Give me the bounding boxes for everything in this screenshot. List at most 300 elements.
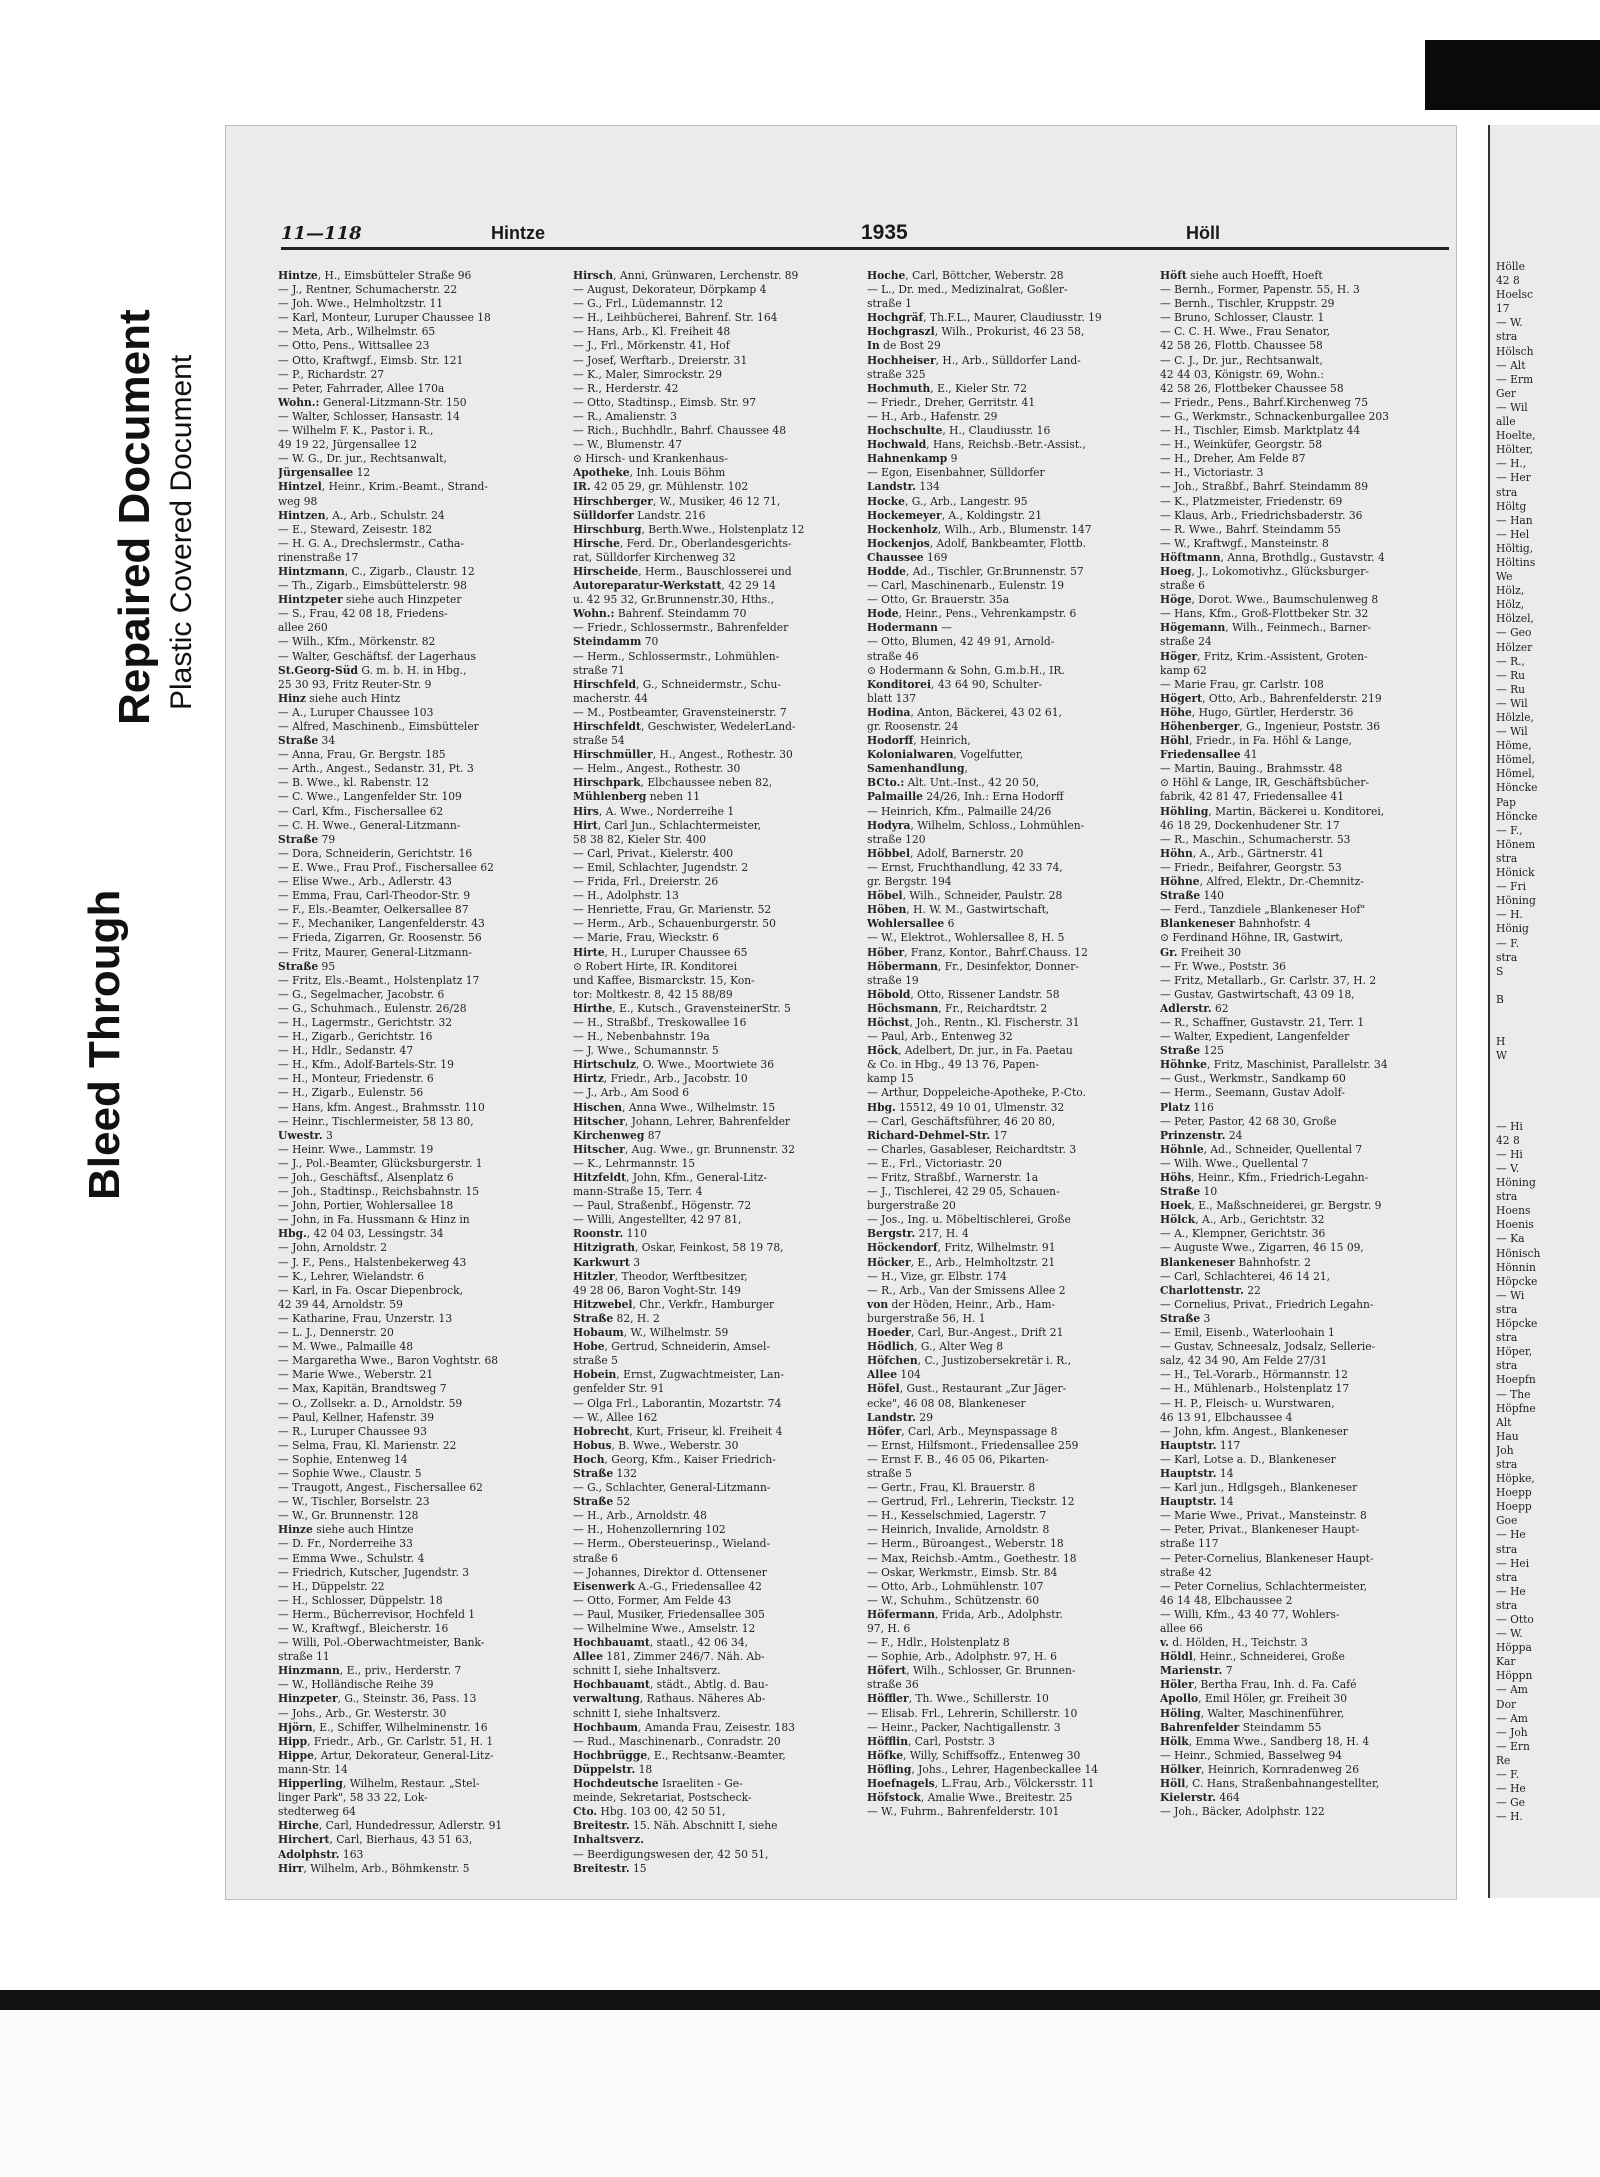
directory-entry-line: — Elise Wwe., Arb., Adlerstr. 43	[278, 875, 452, 889]
directory-entry-line: Höber, Franz, Kontor., Bahrf.Chauss. 12	[867, 945, 1088, 959]
adjacent-entry-line: Höning	[1496, 1176, 1536, 1190]
directory-entry-line: — Otto, Stadtinsp., Eimsb. Str. 97	[573, 395, 757, 409]
directory-entry-line: Landstr. 134	[867, 480, 940, 494]
directory-entry-line: Höhling, Martin, Bäckerei u. Konditorei,	[1160, 804, 1385, 818]
adjacent-entry-line: Hönick	[1496, 866, 1535, 880]
directory-entry-line: blatt 137	[867, 691, 917, 705]
directory-entry-line: — Bernh., Former, Papenstr. 55, H. 3	[1160, 283, 1360, 297]
directory-entry-line: Höfflin, Carl, Poststr. 3	[867, 1734, 995, 1748]
adjacent-entry-line: — Wi	[1496, 1288, 1525, 1302]
adjacent-entry-line: Hölzer	[1496, 640, 1533, 654]
directory-entry-line: — Johannes, Direktor d. Ottensener	[573, 1565, 767, 1579]
directory-column-3	[867, 269, 1149, 1884]
adjacent-entry-line: — H.	[1496, 1810, 1523, 1824]
adjacent-entry-line: S	[1496, 964, 1504, 978]
directory-entry-line: Chaussee 169	[867, 550, 948, 564]
directory-entry-line: — H., Tel.-Vorarb., Hörmannstr. 12	[1160, 1368, 1348, 1382]
adjacent-entry-line: Hölsch	[1496, 344, 1534, 358]
directory-entry-line: — H., Vize, gr. Elbstr. 174	[867, 1269, 1007, 1283]
directory-entry-line: Hirschpark, Elbchaussee neben 82,	[573, 776, 773, 790]
bleed-through-label: Bleed Through	[80, 889, 129, 1200]
adjacent-entry-line: stra	[1496, 485, 1518, 499]
adjacent-entry-line: W	[1496, 1049, 1507, 1063]
directory-entry-line: St.Georg-Süd G. m. b. H. in Hbg.,	[278, 663, 467, 677]
directory-entry-line: — H., Leihbücherei, Bahrenf. Str. 164	[573, 311, 778, 325]
adjacent-entry-line: — He	[1496, 1782, 1526, 1796]
directory-entry-line: — R. Wwe., Bahrf. Steindamm 55	[1160, 522, 1341, 536]
directory-entry-line: — H., Zigarb., Gerichtstr. 16	[278, 1030, 433, 1044]
adjacent-entry-line: Höpcke	[1496, 1274, 1538, 1288]
directory-entry-line: — H., Arb., Arnoldstr. 48	[573, 1509, 707, 1523]
directory-page	[225, 125, 1457, 1900]
directory-entry-line: Inhaltsverz.	[573, 1833, 644, 1847]
directory-entry-line: Höhl, Friedr., in Fa. Höhl & Lange,	[1160, 734, 1352, 748]
directory-entry-line: — W., Schuhm., Schützenstr. 60	[867, 1593, 1039, 1607]
scan-bottom-margin	[0, 2010, 1600, 2177]
directory-entry-line: Höfermann, Frida, Arb., Adolphstr.	[867, 1607, 1063, 1621]
adjacent-entry-line: Hoelsc	[1496, 288, 1533, 302]
adjacent-entry-line: Höncke	[1496, 809, 1538, 823]
directory-entry-line: Hölck, A., Arb., Gerichtstr. 32	[1160, 1213, 1325, 1227]
directory-entry-line: Höck, Adelbert, Dr. jur., in Fa. Paetau	[867, 1044, 1073, 1058]
adjacent-entry-line: — H.	[1496, 908, 1523, 922]
directory-entry-line: Hauptstr. 14	[1160, 1495, 1234, 1509]
adjacent-entry-line: Pap	[1496, 795, 1516, 809]
directory-entry-line: — Herm., Obersteuerinsp., Wieland-	[573, 1537, 771, 1551]
directory-entry-line: — Meta, Arb., Wilhelmstr. 65	[278, 325, 436, 339]
scan-dark-band	[1425, 40, 1600, 110]
adjacent-entry-line: Höpfne	[1496, 1401, 1536, 1415]
directory-entry-line: — E., Steward, Zeisestr. 182	[278, 522, 433, 536]
adjacent-entry-line: — Otto	[1496, 1613, 1534, 1626]
directory-entry-line: — Heinrich, Invalide, Arnoldstr. 8	[867, 1523, 1050, 1537]
directory-entry-line: — Cornelius, Privat., Friedrich Legahn-	[1160, 1297, 1374, 1311]
directory-entry-line: — Henriette, Frau, Gr. Marienstr. 52	[573, 903, 772, 917]
adjacent-entry-line: Höpcke	[1496, 1317, 1538, 1331]
directory-entry-line: — Emma Wwe., Schulstr. 4	[278, 1551, 425, 1565]
directory-entry-line: — Martin, Bauing., Brahmsstr. 48	[1160, 762, 1343, 776]
directory-entry-line: Hocke, G., Arb., Langestr. 95	[867, 494, 1028, 508]
directory-entry-line: Hirscheide, Herm., Bauschlosserei und	[573, 564, 792, 578]
directory-entry-line: — Herm., Arb., Schauenburgerstr. 50	[573, 917, 776, 931]
directory-entry-line: — Arth., Angest., Sedanstr. 31, Pt. 3	[278, 762, 474, 776]
directory-entry-line: — H., Arb., Hafenstr. 29	[867, 409, 998, 423]
directory-entry-line: Düppelstr. 18	[573, 1762, 653, 1776]
directory-entry-line: Hintzen, A., Arb., Schulstr. 24	[278, 508, 445, 522]
directory-entry-line: 42 44 03, Königstr. 69, Wohn.:	[1160, 367, 1325, 381]
directory-entry-line: Hbg., 42 04 03, Lessingstr. 34	[278, 1227, 444, 1241]
directory-entry-line: — Wilh. Wwe., Quellental 7	[1160, 1156, 1309, 1170]
adjacent-entry-line: — F.	[1496, 1768, 1520, 1782]
directory-entry-line: — Selma, Frau, Kl. Marienstr. 22	[278, 1438, 457, 1452]
directory-entry-line: Hode, Heinr., Pens., Vehrenkampstr. 6	[867, 607, 1077, 621]
directory-entry-line: Straße 52	[573, 1495, 631, 1509]
directory-entry-line: Höft siehe auch Hoefft, Hoeft	[1160, 269, 1323, 282]
directory-entry-line: — J., Pol.-Beamter, Glücksburgerstr. 1	[278, 1156, 483, 1170]
directory-entry-line: — C. J., Dr. jur., Rechtsanwalt,	[1160, 353, 1323, 367]
directory-entry-line: — Heinr., Tischlermeister, 58 13 80,	[278, 1114, 474, 1128]
directory-entry-line: Hoche, Carl, Böttcher, Weberstr. 28	[867, 269, 1064, 282]
directory-entry-line: — P., Richardstr. 27	[278, 367, 385, 381]
directory-entry-line: — Joh., Bäcker, Adolphstr. 122	[1160, 1805, 1325, 1819]
directory-entry-line: — Frieda, Zigarren, Gr. Roosenstr. 56	[278, 931, 482, 945]
directory-entry-line: — H. G. A., Drechslermstr., Catha-	[278, 536, 465, 550]
adjacent-entry-line: — H.,	[1496, 457, 1527, 471]
directory-entry-line: — Ferd., Tanzdiele „Blankeneser Hof"	[1160, 903, 1366, 917]
directory-entry-line: — Sophie, Arb., Adolphstr. 97, H. 6	[867, 1650, 1057, 1664]
scan-bottom-edge	[0, 1990, 1600, 2010]
directory-entry-line: Hirchert, Carl, Bierhaus, 43 51 63,	[278, 1833, 473, 1847]
directory-entry-line: — Hans, Kfm., Groß-Flottbeker Str. 32	[1160, 607, 1369, 621]
directory-entry-line: Höge, Dorot. Wwe., Baumschulenweg 8	[1160, 593, 1379, 607]
directory-entry-line: — Otto, Pens., Wittsallee 23	[278, 339, 430, 353]
directory-entry-line: Breitestr. 15. Näh. Abschnitt I, siehe	[573, 1819, 778, 1833]
directory-entry-line: — Otto, Blumen, 42 49 91, Arnold-	[867, 635, 1055, 649]
directory-entry-line: — J., Frl., Mörkenstr. 41, Hof	[573, 339, 730, 353]
adjacent-entry-line: — Ru	[1496, 668, 1526, 682]
adjacent-entry-line: Höning	[1496, 894, 1536, 908]
directory-entry-line: — Heinr. Wwe., Lammstr. 19	[278, 1142, 434, 1156]
directory-entry-line: — L. J., Dennerstr. 20	[278, 1326, 394, 1340]
directory-entry-line: — R., Luruper Chaussee 93	[278, 1424, 427, 1438]
directory-entry-line: — Peter, Pastor, 42 68 30, Große	[1160, 1114, 1337, 1128]
directory-entry-line: — H., Straßbf., Treskowallee 16	[573, 1015, 747, 1029]
directory-entry-line: Höfert, Wilh., Schlosser, Gr. Brunnen-	[867, 1664, 1076, 1678]
directory-entry-line: — R., Maschin., Schumacherstr. 53	[1160, 832, 1351, 846]
directory-entry-line: Hochmuth, E., Kieler Str. 72	[867, 381, 1028, 395]
directory-entry-line: — Elisab. Frl., Lehrerin, Schillerstr. 10	[867, 1706, 1078, 1720]
directory-entry-line: Hirschfeld, G., Schneidermstr., Schu-	[573, 677, 781, 691]
directory-entry-line: — Fritz, Maurer, General-Litzmann-	[278, 945, 473, 959]
directory-entry-line: Höling, Walter, Maschinenführer,	[1160, 1706, 1345, 1720]
directory-entry-line: Höchst, Joh., Rentn., Kl. Fischerstr. 31	[867, 1015, 1080, 1029]
directory-entry-line: Breitestr. 15	[573, 1861, 647, 1875]
directory-entry-line: — Paul, Kellner, Hafenstr. 39	[278, 1410, 435, 1424]
adjacent-entry-line: Höme,	[1496, 739, 1532, 753]
directory-entry-line: straße 5	[867, 1466, 912, 1480]
directory-entry-line: — Herm., Bücherrevisor, Hochfeld 1	[278, 1607, 476, 1621]
directory-entry-line: Höbbel, Adolf, Barnerstr. 20	[867, 846, 1024, 860]
adjacent-entry-line: — Wil	[1496, 696, 1528, 710]
adjacent-entry-line: — Joh	[1496, 1725, 1528, 1739]
directory-entry-line: Marienstr. 7	[1160, 1664, 1233, 1678]
adjacent-entry-line: — Ge	[1496, 1796, 1525, 1810]
adjacent-entry-line: — W.	[1496, 316, 1523, 330]
directory-entry-line: — Otto, Kraftwgf., Eimsb. Str. 121	[278, 353, 464, 367]
directory-entry-line: — Rich., Buchhdlr., Bahrf. Chaussee 48	[573, 424, 787, 438]
adjacent-entry-line	[1496, 1063, 1600, 1077]
adjacent-entry-line: Goe	[1496, 1514, 1518, 1528]
directory-entry-line: — Sophie Wwe., Claustr. 5	[278, 1466, 422, 1480]
directory-entry-line: tor: Moltkestr. 8, 42 15 88/89	[573, 987, 733, 1001]
directory-entry-line: — W., Kraftwgf., Bleicherstr. 16	[278, 1622, 449, 1635]
directory-entry-line: — Sophie, Entenweg 14	[278, 1452, 408, 1466]
adjacent-entry-line: Hönem	[1496, 837, 1536, 851]
directory-entry-line: Prinzenstr. 24	[1160, 1128, 1243, 1142]
directory-entry-line: — J. F., Pens., Halstenbekerweg 43	[278, 1255, 467, 1269]
directory-entry-line: — W., Gr. Brunnenstr. 128	[278, 1509, 419, 1523]
directory-entry-line: — S., Frau, 42 08 18, Friedens-	[278, 607, 448, 621]
directory-entry-line: straße 5	[573, 1354, 618, 1368]
adjacent-entry-line: stra	[1496, 851, 1518, 865]
directory-entry-line: mann-Straße 15, Terr. 4	[573, 1185, 703, 1199]
adjacent-entry-line: — F.,	[1496, 823, 1523, 837]
directory-entry-line: Höffler, Th. Wwe., Schillerstr. 10	[867, 1692, 1049, 1706]
directory-entry-line: — Joh., Straßbf., Bahrf. Steindamm 89	[1160, 480, 1369, 494]
adjacent-entry-line	[1496, 1077, 1600, 1091]
directory-entry-line: — Olga Frl., Laborantin, Mozartstr. 74	[573, 1396, 782, 1410]
directory-entry-line: — G., Schuhmach., Eulenstr. 26/28	[278, 1001, 467, 1015]
directory-entry-line: — Johs., Arb., Gr. Westerstr. 30	[278, 1706, 447, 1720]
directory-entry-line: Allee 181, Zimmer 246/7. Näh. Ab-	[573, 1650, 765, 1664]
directory-entry-line: Hoch, Georg, Kfm., Kaiser Friedrich-	[573, 1452, 776, 1466]
directory-entry-line: — J., Tischlerei, 42 29 05, Schauen-	[867, 1185, 1060, 1199]
directory-entry-line: straße 117	[1160, 1537, 1219, 1551]
plastic-covered-label: Plastic Covered Document	[165, 354, 198, 710]
directory-entry-line: — Willi, Angestellter, 42 97 81,	[573, 1213, 742, 1227]
directory-entry-line: Friedensallee 41	[1160, 748, 1258, 762]
directory-entry-line: straße 46	[867, 649, 919, 663]
directory-entry-line: — H., Monteur, Friedenstr. 6	[278, 1072, 434, 1086]
directory-entry-line: rinenstraße 17	[278, 550, 359, 564]
adjacent-entry-line: — Hei	[1496, 1556, 1530, 1570]
directory-entry-line: Hauptstr. 117	[1160, 1438, 1241, 1452]
directory-entry-line: straße 6	[573, 1551, 618, 1565]
adjacent-entry-line: Dor	[1496, 1697, 1517, 1711]
directory-entry-line: — J., Rentner, Schumacherstr. 22	[278, 283, 458, 297]
directory-entry-line: — Walter, Expedient, Langenfelder	[1160, 1030, 1350, 1044]
directory-entry-line: Högemann, Wilh., Feinmech., Barner-	[1160, 621, 1372, 635]
directory-entry-line: — J., Arb., Am Sood 6	[573, 1086, 690, 1100]
directory-entry-line: — Karl jun., Hdlgsgeh., Blankeneser	[1160, 1481, 1358, 1495]
directory-entry-line: ecke", 46 08 08, Blankeneser	[867, 1396, 1026, 1410]
directory-entry-line: Hobrecht, Kurt, Friseur, kl. Freiheit 4	[573, 1424, 783, 1438]
directory-entry-line: — Max, Kapitän, Brandtsweg 7	[278, 1382, 447, 1396]
directory-entry-line: kamp 15	[867, 1072, 914, 1086]
directory-entry-line: genfelder Str. 91	[573, 1382, 665, 1396]
directory-entry-line: — Willi, Kfm., 43 40 77, Wohlers-	[1160, 1607, 1340, 1621]
directory-entry-line: — Wilh., Kfm., Mörkenstr. 82	[278, 635, 436, 649]
directory-entry-line: Hirsche, Ferd. Dr., Oberlandesgerichts-	[573, 536, 792, 550]
directory-entry-line: — H., Lagermstr., Gerichtstr. 32	[278, 1015, 453, 1029]
directory-entry-line: — F., Mechaniker, Langenfelderstr. 43	[278, 917, 485, 931]
directory-entry-line: Konditorei, 43 64 90, Schulter-	[867, 677, 1043, 691]
directory-entry-line: Hirche, Carl, Hundedressur, Adlerstr. 91	[278, 1819, 503, 1833]
adjacent-entry-line: stra	[1496, 1598, 1518, 1612]
directory-entry-line: Hoek, E., Maßschneiderei, gr. Bergstr. 9	[1160, 1199, 1382, 1213]
directory-entry-line: — Heinr., Packer, Nachtigallenstr. 3	[867, 1720, 1061, 1734]
directory-entry-line: Höhnle, Ad., Schneider, Quellental 7	[1160, 1142, 1363, 1156]
directory-entry-line: Höbermann, Fr., Desinfektor, Donner-	[867, 959, 1079, 973]
directory-entry-line: Höhe, Hugo, Gürtler, Herderstr. 36	[1160, 705, 1354, 719]
directory-entry-line: Hodyra, Wilhelm, Schloss., Lohmühlen-	[867, 818, 1085, 832]
directory-entry-line: Hölker, Heinrich, Kornradenweg 26	[1160, 1762, 1360, 1776]
directory-entry-line: Wohn.: Bahrenf. Steindamm 70	[573, 607, 747, 621]
directory-entry-line: — M. Wwe., Palmaille 48	[278, 1340, 414, 1354]
adjacent-entry-line: — Hi	[1496, 1147, 1523, 1161]
directory-entry-line: In de Bost 29	[867, 339, 941, 353]
directory-entry-line: straße 71	[573, 663, 625, 677]
directory-entry-line: — Carl, Privat., Kielerstr. 400	[573, 846, 734, 860]
directory-entry-line: Hochbaum, Amanda Frau, Zeisestr. 183	[573, 1720, 795, 1734]
adjacent-entry-line: Re	[1496, 1753, 1511, 1767]
adjacent-entry-line: stra	[1496, 330, 1518, 344]
directory-entry-line: — John, Arnoldstr. 2	[278, 1241, 388, 1255]
directory-entry-line: — F., Els.-Beamter, Oelkersallee 87	[278, 903, 469, 917]
directory-entry-line: — Max, Reichsb.-Amtm., Goethestr. 18	[867, 1551, 1077, 1565]
directory-entry-line: Hinz siehe auch Hintz	[278, 691, 401, 705]
adjacent-entry-line: 42 8	[1496, 274, 1520, 288]
directory-entry-line: Hirtschulz, O. Wwe., Moortwiete 36	[573, 1058, 775, 1072]
directory-entry-line: — E., Frl., Victoriastr. 20	[867, 1156, 1002, 1170]
directory-entry-line: — Oskar, Werkmstr., Eimsb. Str. 84	[867, 1565, 1058, 1579]
directory-entry-line: Jürgensallee 12	[278, 466, 371, 480]
directory-entry-line: — F., Hdlr., Holstenplatz 8	[867, 1636, 1010, 1650]
directory-entry-line: — Paul, Straßenbf., Högenstr. 72	[573, 1199, 752, 1213]
directory-entry-line: 46 18 29, Dockenhudener Str. 17	[1160, 818, 1340, 832]
directory-entry-line: — K., Platzmeister, Friedenstr. 69	[1160, 494, 1343, 508]
adjacent-entry-line: Hoepp	[1496, 1500, 1532, 1514]
directory-entry-line: — H., Weinküfer, Georgstr. 58	[1160, 438, 1323, 452]
directory-entry-line: — W., Tischler, Borselstr. 23	[278, 1495, 430, 1509]
directory-entry-line: — C. C. H. Wwe., Frau Senator,	[1160, 325, 1331, 339]
directory-entry-line: Hochgraszl, Wilh., Prokurist, 46 23 58,	[867, 325, 1085, 339]
directory-entry-line: Blankeneser Bahnhofstr. 2	[1160, 1255, 1311, 1269]
directory-entry-line: — W., Elektrot., Wohlersallee 8, H. 5	[867, 931, 1065, 945]
directory-entry-line: — Ernst, Fruchthandlung, 42 33 74,	[867, 860, 1063, 874]
adjacent-entry-line: Hömel,	[1496, 767, 1536, 781]
directory-entry-line: Gr. Freiheit 30	[1160, 945, 1242, 959]
directory-entry-line: — Rud., Maschinenarb., Conradstr. 20	[573, 1734, 781, 1748]
directory-entry-line: Hahnenkamp 9	[867, 452, 958, 466]
directory-entry-line: — W. G., Dr. jur., Rechtsanwalt,	[278, 452, 447, 466]
header-year: 1935	[861, 221, 908, 244]
directory-entry-line: Hodermann —	[867, 621, 952, 635]
directory-entry-line: — W., Blumenstr. 47	[573, 438, 682, 452]
directory-entry-line: — Th., Zigarb., Eimsbüttelerstr. 98	[278, 579, 467, 593]
directory-entry-line: — Wilhelm F. K., Pastor i. R.,	[278, 424, 434, 438]
directory-entry-line: schnitt I, siehe Inhaltsverz.	[573, 1664, 721, 1678]
directory-entry-line: Höckendorf, Fritz, Wilhelmstr. 91	[867, 1241, 1056, 1255]
directory-entry-line: — Arthur, Doppeleiche-Apotheke, P.-Cto.	[867, 1086, 1086, 1100]
directory-entry-line: Hobe, Gertrud, Schneiderin, Amsel-	[573, 1340, 771, 1354]
directory-entry-line: burgerstraße 20	[867, 1199, 956, 1213]
adjacent-entry-line: — Erm	[1496, 372, 1534, 386]
directory-entry-line: — Herm., Seemann, Gustav Adolf-	[1160, 1086, 1345, 1100]
directory-entry-line: Hintzmann, C., Zigarb., Claustr. 12	[278, 564, 475, 578]
directory-entry-line: — G., Segelmacher, Jacobstr. 6	[278, 987, 445, 1001]
adjacent-entry-line: Höltig,	[1496, 541, 1534, 555]
adjacent-page-strip	[1488, 125, 1600, 1898]
directory-entry-line: Hobus, B. Wwe., Weberstr. 30	[573, 1438, 739, 1452]
directory-entry-line: Hirte, H., Luruper Chaussee 65	[573, 945, 748, 959]
adjacent-entry-line: B	[1496, 992, 1504, 1006]
directory-entry-line: Hintze, H., Eimsbütteler Straße 96	[278, 269, 472, 282]
directory-entry-line: — W., Allee 162	[573, 1410, 658, 1424]
directory-entry-line: — H., Zigarb., Eulenstr. 56	[278, 1086, 424, 1100]
directory-entry-line: — Alfred, Maschinenb., Eimsbütteler	[278, 720, 479, 733]
directory-entry-line: Straße 3	[1160, 1311, 1211, 1325]
directory-entry-line: — Jos., Ing. u. Möbeltischlerei, Große	[867, 1213, 1071, 1227]
adjacent-entry-line: — Alt	[1496, 358, 1526, 372]
adjacent-entry-line: Hölz,	[1496, 584, 1525, 598]
adjacent-entry-line: — Am	[1496, 1683, 1528, 1697]
directory-entry-line: v. d. Hölden, H., Teichstr. 3	[1160, 1636, 1308, 1650]
directory-entry-line: — Friedr., Schlossermstr., Bahrenfelder	[573, 621, 789, 635]
directory-entry-line: — Klaus, Arb., Friedrichsbaderstr. 36	[1160, 508, 1363, 522]
directory-entry-line: Adolphstr. 163	[278, 1847, 364, 1861]
directory-entry-line: — Ernst, Hilfsmont., Friedensallee 259	[867, 1438, 1079, 1452]
directory-entry-line: — Helm., Angest., Rothestr. 30	[573, 762, 741, 776]
directory-entry-line: weg 98	[278, 494, 318, 508]
directory-entry-line: Hochdeutsche Israeliten - Ge-	[573, 1777, 743, 1791]
adjacent-entry-line: — Hel	[1496, 527, 1530, 541]
adjacent-entry-line: — F.	[1496, 936, 1520, 950]
directory-entry-line: — M., Postbeamter, Gravensteinerstr. 7	[573, 705, 787, 719]
directory-entry-line: Straße 95	[278, 959, 336, 973]
directory-entry-line: — Ernst F. B., 46 05 06, Pikarten-	[867, 1452, 1049, 1466]
adjacent-entry-line: — He	[1496, 1528, 1526, 1542]
directory-entry-line: Hoeder, Carl, Bur.-Angest., Drift 21	[867, 1326, 1064, 1340]
directory-entry-line: — Otto, Former, Am Felde 43	[573, 1593, 732, 1607]
adjacent-entry-line: Kar	[1496, 1655, 1516, 1669]
directory-entry-line: — H., Dreher, Am Felde 87	[1160, 452, 1306, 466]
directory-entry-line: Hochheiser, H., Arb., Sülldorfer Land-	[867, 353, 1081, 367]
directory-entry-line: — Friedr., Beifahrer, Georgstr. 53	[1160, 860, 1342, 874]
adjacent-entry-line: Hoens	[1496, 1204, 1531, 1218]
directory-entry-line: — H., Düppelstr. 22	[278, 1579, 385, 1593]
directory-entry-line: 42 58 26, Flottb. Chaussee 58	[1160, 339, 1323, 353]
directory-entry-line: Hirs, A. Wwe., Norderreihe 1	[573, 804, 735, 818]
directory-entry-line: — C. H. Wwe., General-Litzmann-	[278, 818, 461, 832]
directory-entry-line: — Auguste Wwe., Zigarren, 46 15 09,	[1160, 1241, 1364, 1255]
directory-entry-line: Hodde, Ad., Tischler, Gr.Brunnenstr. 57	[867, 564, 1084, 578]
adjacent-entry-line: — Am	[1496, 1711, 1528, 1725]
directory-entry-line: Bergstr. 217, H. 4	[867, 1227, 969, 1241]
directory-entry-line: Höben, H. W. M., Gastwirtschaft,	[867, 903, 1050, 917]
directory-entry-line: Hödlich, G., Alter Weg 8	[867, 1340, 1003, 1354]
directory-entry-line: Hirschburg, Berth.Wwe., Holstenplatz 12	[573, 522, 805, 536]
directory-entry-line: Hochbauamt, staatl., 42 06 34,	[573, 1636, 749, 1650]
directory-entry-line: straße 36	[867, 1678, 919, 1692]
adjacent-entry-line: 17	[1496, 302, 1510, 316]
directory-entry-line: — E. Wwe., Frau Prof., Fischersallee 62	[278, 860, 494, 874]
adjacent-entry-line: stra	[1496, 1542, 1518, 1556]
adjacent-entry-line: Hoelte,	[1496, 429, 1536, 443]
page-header	[281, 223, 1449, 250]
adjacent-entry-line: Ger	[1496, 386, 1516, 400]
directory-entry-line: — Karl, Monteur, Luruper Chaussee 18	[278, 311, 491, 325]
directory-entry-line: — Peter Cornelius, Schlachtermeister,	[1160, 1579, 1368, 1593]
adjacent-entry-line: — Her	[1496, 471, 1531, 485]
adjacent-entry-line	[1496, 1007, 1600, 1021]
directory-entry-line: — Carl, Kfm., Fischersallee 62	[278, 804, 444, 818]
directory-entry-line: — K., Lehrmannstr. 15	[573, 1156, 696, 1170]
directory-entry-line: Hirr, Wilhelm, Arb., Böhmkenstr. 5	[278, 1861, 470, 1875]
adjacent-entry-line: Hölz,	[1496, 598, 1525, 612]
directory-entry-line: Sülldorfer Landstr. 216	[573, 508, 706, 522]
adjacent-entry-line: Höpke,	[1496, 1472, 1535, 1486]
directory-entry-line: allee 66	[1160, 1622, 1203, 1635]
directory-entry-line: — Heinrich, Kfm., Palmaille 24/26	[867, 804, 1052, 818]
directory-entry-line: ⊙ Ferdinand Höhne, IR, Gastwirt,	[1160, 931, 1344, 945]
directory-entry-line: 49 28 06, Baron Voght-Str. 149	[573, 1283, 741, 1297]
directory-entry-line: Apotheke, Inh. Louis Böhm	[573, 466, 726, 480]
directory-entry-line: Hitscher, Aug. Wwe., gr. Brunnenstr. 32	[573, 1142, 796, 1156]
adjacent-entry-line: Höppa	[1496, 1641, 1532, 1655]
directory-entry-line: — H., Hdlr., Sedanstr. 47	[278, 1044, 414, 1058]
directory-entry-line: — Carl, Schlachterei, 46 14 21,	[1160, 1269, 1331, 1283]
